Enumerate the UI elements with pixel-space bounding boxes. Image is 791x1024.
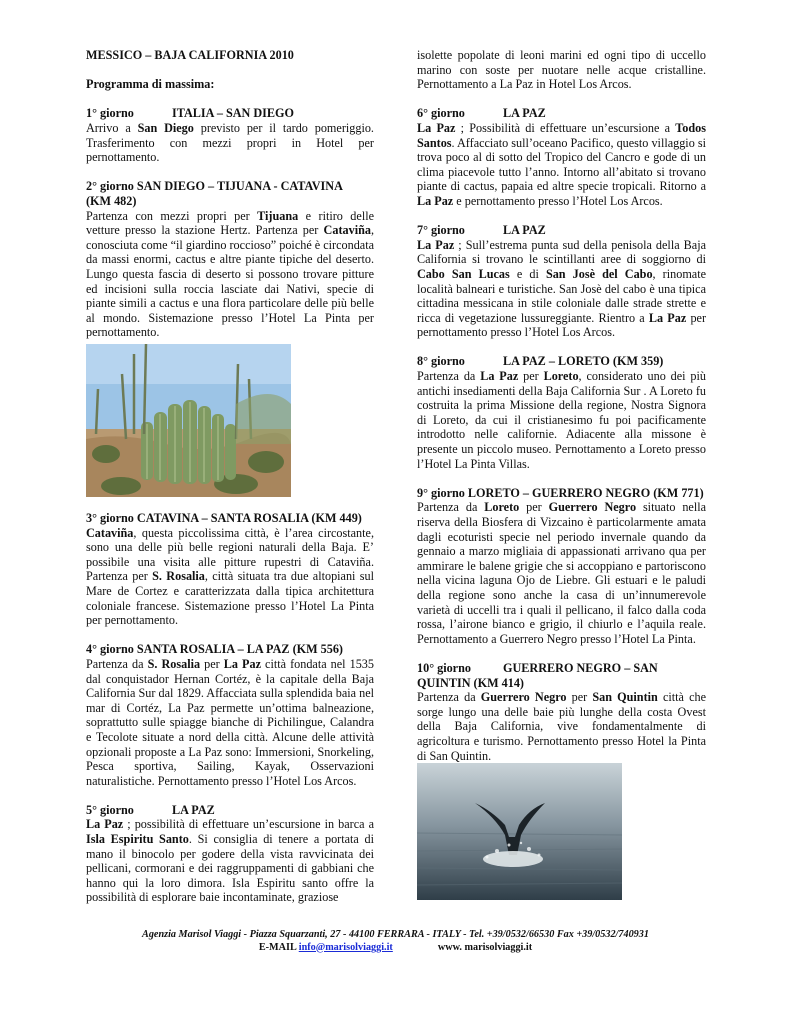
document-title: MESSICO – BAJA CALIFORNIA 2010 — [86, 48, 294, 62]
day-9-section — [417, 486, 706, 647]
day-4-text: Partenza da S. Rosalia per La Paz città fondata nel 1535 dal conquistador Hernan Cortéz, è la capitale della Baja California Sur dal 1829. Affacciata sulla splendida baia nel mar di Cortéz, La Paz permette un’ottima balneazione, soprattutto sulle spiagge bianche di Pichilingue, Calandra e Tecolote situate a nord della città. Alcune delle attività opzionali proposte a La Paz sono: Immersioni, Snorkeling, Pesca sportiva, Sailing, Kayak, Osservazioni naturalistiche. Pernottamento presso l’Hotel Los Arcos. — [86, 656, 374, 788]
footer-contacts — [0, 942, 791, 955]
left-column-lower — [86, 511, 374, 920]
day-1-text: Arrivo a San Diego previsto per il tardo pomeriggio. Trasferimento con mezzi propri in Hotel per pernottamento. — [86, 120, 374, 165]
day-8-title: LA PAZ – LORETO (KM 359) — [503, 354, 664, 369]
footer-agency-address: Agenzia Marisol Viaggi - Piazza Squarzanti, 27 - 44100 FERRARA - ITALY - Tel. +39/0532/66530 Fax +39/0532/740931 — [142, 929, 649, 940]
day-3-title: 3° giorno CATAVINA – SANTA ROSALIA (KM 449) — [86, 511, 362, 525]
day-7-text: La Paz ; Sull’estrema punta sud della penisola della Baja California si trovano le scintillanti aree di soggiorno di Cabo San Lucas e di San Josè del Cabo, rinomate località balneari e turistiche. San Josè del cabo è una tipica cittadina messicana in stile coloniale dalle strade strette e ricca di vegetazione lussureggiante. Rientro a La Paz per pernottamento presso l’Hotel Los Arcos. — [417, 237, 707, 340]
whale-tail-image — [417, 763, 622, 900]
left-column — [86, 48, 374, 354]
day-8-section — [417, 354, 706, 471]
day-8-text: Partenza da La Paz per Loreto, considerato uno dei più antichi insediamenti della Baja California Sur . A Loreto fu costruita la prima Missione della regione, Nostra Signora di Loreto, da cui il cristianesimo fu poi pacificamente introdotto nelle californie. Adiacente alla missone è presente un piccolo museo. Pernottamento a Loreto presso l’Hotel La Pinta Villas. — [417, 369, 707, 471]
right-column — [417, 48, 706, 778]
day-9-title: 9° giorno LORETO – GUERRERO NEGRO (KM 771) — [417, 485, 704, 500]
day-5-text-continued: isolette popolate di leoni marini ed ogni tipo di uccello marino con soste per nuotare nelle acque cristalline. Pernottamento a La Paz in Hotel Los Arcos. — [417, 48, 706, 92]
day-7-section — [417, 223, 706, 340]
day-1-section — [86, 106, 374, 164]
day-10-text: Partenza da Guerrero Negro per San Quintin città che sorge lungo una delle baie più lunghe della costa Ovest della Baja California, vive fondamentalmente di agricoltura e turismo. Pernottamento presso Hotel la Pinta di San Quintin. — [417, 690, 707, 763]
footer-email-link[interactable]: info@marisolviaggi.it — [298, 941, 393, 953]
day-7-title: LA PAZ — [503, 223, 546, 238]
day-3-section — [86, 511, 374, 628]
day-10-title-km: QUINTIN (KM 414) — [417, 675, 524, 690]
program-subtitle: Programma di massima: — [86, 77, 215, 92]
day-6-section — [417, 106, 706, 208]
day-5-section — [86, 803, 374, 905]
day-10-title: GUERRERO NEGRO – SAN — [503, 660, 658, 675]
day-2-title: 2° giorno SAN DIEGO – TIJUANA - CATAVINA — [86, 179, 343, 194]
footer-email-label: E-MAIL — [258, 941, 297, 953]
day-2-section — [86, 179, 374, 340]
day-10-section — [417, 661, 706, 763]
day-8-number: 8° giorno — [417, 354, 465, 369]
day-3-text: Cataviña, questa piccolissima città, è l’area circostante, sono una delle più belle regioni naturali della Baja. E’ possibile una visita alle pitture rupestri di Cataviña. Partenza per S. Rosalia, città situata tra due altopiani sul Mare de Cortez e caratterizzata dalla tipica architettura coloniale francese. Sistemazione presso l’Hotel La Pinta per pernottamento. — [86, 525, 374, 628]
cactus-desert-photo — [86, 344, 291, 497]
day-6-number: 6° giorno — [417, 106, 465, 121]
day-5-title: LA PAZ — [172, 802, 215, 817]
day-5-number: 5° giorno — [86, 802, 134, 817]
day-1-title: ITALIA – SAN DIEGO — [172, 106, 295, 121]
day-4-title: 4° giorno SANTA ROSALIA – LA PAZ (KM 556) — [86, 642, 343, 657]
day-4-section — [86, 642, 374, 788]
day-2-title-km: (KM 482) — [86, 193, 137, 208]
footer-website: www. marisolviaggi.it — [437, 941, 533, 953]
day-6-title: LA PAZ — [503, 106, 546, 121]
footer — [0, 929, 791, 954]
day-5-continued — [417, 48, 706, 92]
whale-tail-photo — [417, 763, 622, 900]
day-5-text: La Paz ; possibilità di effettuare un’escursione in barca a Isla Espiritu Santo. Si consiglia di tenere a portata di mano il binocolo per godere della vista ravvicinata dei pellicani, cormorani e dei raggruppamenti di gabbiani che hanno qui la loro dimora. Isla Espiritu santo offre la possibilità di esplorare baie incontaminate, graziose — [86, 817, 375, 905]
day-6-text: La Paz ; Possibilità di effettuare un’escursione a Todos Santos. Affacciato sull’oceano Pacifico, questo villaggio si trova poco al di sotto del Tropico del Cancro e gode di un clima piacevole tutto l’anno. Intorno all’abitato si trovano piante di cactus, papaia ed altre specie tropicali. Ritorno a La Paz e pernottamento presso l’Hotel Los Arcos. — [417, 120, 707, 208]
cactus-desert-image — [86, 344, 291, 497]
day-10-number: 10° giorno — [417, 660, 471, 675]
day-1-number: 1° giorno — [86, 106, 134, 121]
day-9-text: Partenza da Loreto per Guerrero Negro situato nella riserva della Biosfera di Vizcaino è particolarmente amata dagli ecoturisti specie nel periodo invernale quando da gennaio a marzo migliaia di appassionati arrivano qua per ammirare le balene grigie che si accoppiano e partoriscono nella vicina laguna Ojo de Liebre. Gli estuari e le paludi della regione sono anche la casa di un’innumerevole varietà di uccelli tra i quali il pellicano, il falco dalla coda rossa, l’airone bianco e grigio, il chiurlo e l’aquila reale. Pernottamento a Guerrero Negro presso l’Hotel La Pinta. — [417, 500, 707, 646]
day-7-number: 7° giorno — [417, 223, 465, 238]
day-2-text: Partenza con mezzi propri per Tijuana e ritiro delle vetture presso la stazione Hertz. Partenza per Cataviña, conosciuta come “il giardino roccioso” poiché è circondata da massi enormi, cactus e altre piante tipiche del deserto. Lungo questa fascia di deserto si possono trovare pitture ed incisioni sulla roccia lasciate dai Nativi, specie di piante simili a cactus e una flora particolare delle più belle al mondo. Sistemazione presso l’Hotel La Pinta per pernottamento. — [86, 208, 374, 340]
